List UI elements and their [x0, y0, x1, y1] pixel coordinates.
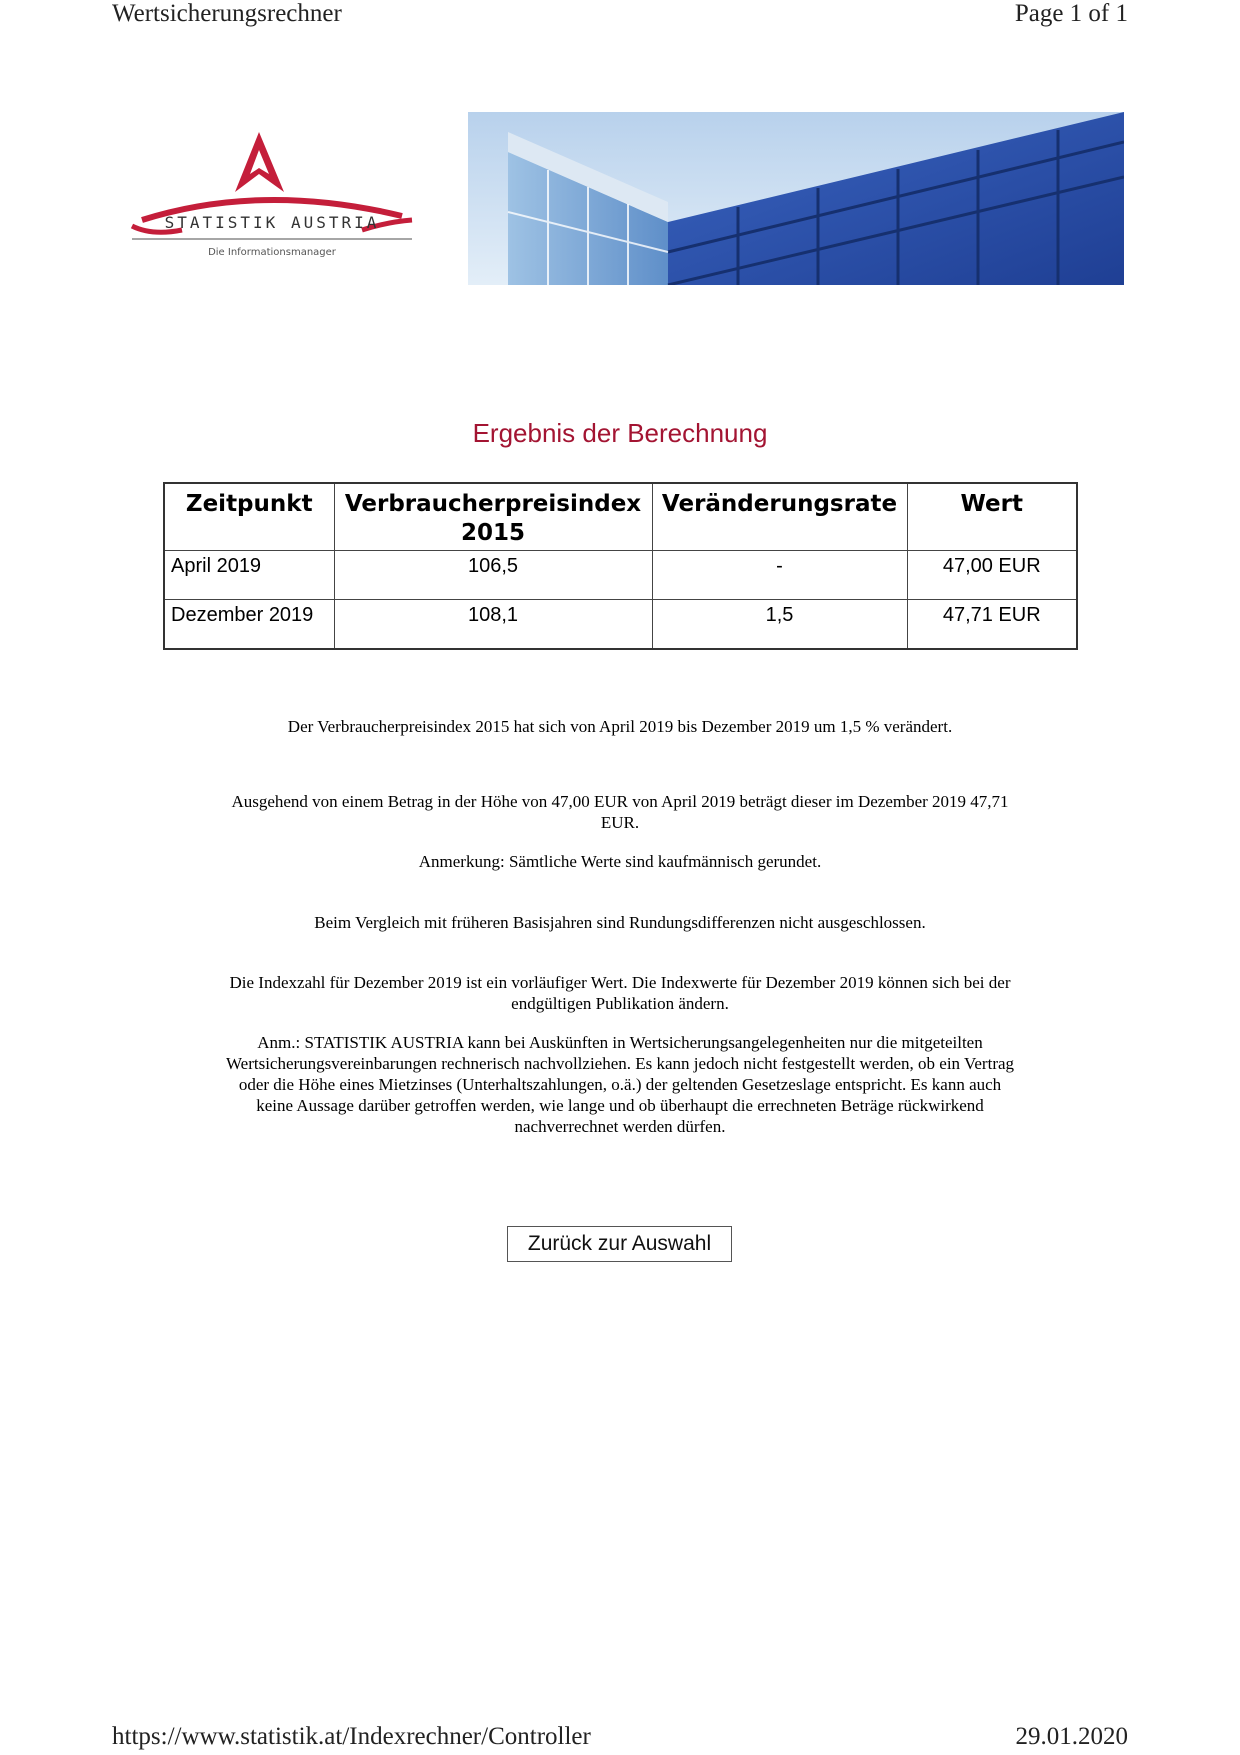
building-image: [468, 112, 1124, 285]
cell-wert: 47,00 EUR: [907, 551, 1077, 600]
print-header: [112, 0, 1128, 28]
logo-tagline: Die Informationsmanager: [208, 247, 336, 258]
disclaimer: Anm.: STATISTIK AUSTRIA kann bei Auskünften in Wertsicherungsangelegenheiten nur die mitgeteilten Wertsicherungsvereinbarungen rechnerisch nachvollziehen. Es kann jedoch nicht festgestellt werden, ob ein Vertrag oder die Höhe eines Mietzinses (Unterhaltszahlungen, o.ä.) der geltenden Gesetzeslage entspricht. Es kann auch keine Aussage darüber getroffen werden, wie lange und ob überhaupt die errechneten Beträge rückwirkend nachverrechnet werden dürfen.: [225, 1033, 1015, 1136]
cell-rate: 1,5: [652, 600, 907, 650]
results-table: [163, 482, 1078, 650]
basis-note: Beim Vergleich mit früheren Basisjahren sind Rundungsdifferenzen nicht ausgeschlossen.: [314, 913, 926, 932]
column-header-zeitpunkt: Zeitpunkt: [164, 483, 334, 551]
table-header-row: [164, 483, 1077, 551]
amount-sentence: Ausgehend von einem Betrag in der Höhe von 47,00 EUR von April 2019 beträgt dieser im Dezember 2019 47,71 EUR.: [231, 792, 1009, 832]
cell-index: 108,1: [334, 600, 652, 650]
column-header-index: Verbraucherpreisindex 2015: [334, 483, 652, 551]
building-photo: [468, 112, 1124, 285]
print-header-title: Wertsicherungsrechner: [112, 0, 342, 27]
logo-wordmark: STATISTIK AUSTRIA: [164, 213, 380, 232]
cell-index: 106,5: [334, 551, 652, 600]
site-banner: [112, 112, 1124, 285]
rounding-note: Anmerkung: Sämtliche Werte sind kaufmännisch gerundet.: [418, 852, 822, 871]
change-sentence: Der Verbraucherpreisindex 2015 hat sich von April 2019 bis Dezember 2019 um 1,5 % verändert.: [287, 717, 953, 736]
cell-zeitpunkt: April 2019: [164, 551, 334, 600]
table-row: [164, 551, 1077, 600]
back-to-selection-button[interactable]: Zurück zur Auswahl: [507, 1226, 732, 1262]
column-header-rate: Veränderungsrate: [652, 483, 907, 551]
column-header-wert: Wert: [907, 483, 1077, 551]
print-footer-url: https://www.statistik.at/Indexrechner/Controller: [112, 1723, 591, 1750]
print-footer: [112, 1723, 1128, 1751]
cell-wert: 47,71 EUR: [907, 600, 1077, 650]
result-notes: [200, 716, 1040, 1137]
table-row: [164, 600, 1077, 650]
cell-rate: -: [652, 551, 907, 600]
statistik-austria-logo[interactable]: [112, 112, 468, 285]
print-page-number: Page 1 of 1: [1014, 0, 1128, 27]
print-footer-date: 29.01.2020: [1015, 1723, 1128, 1750]
result-title: Ergebnis der Berechnung: [472, 418, 768, 448]
cell-zeitpunkt: Dezember 2019: [164, 600, 334, 650]
logo-graphic: [112, 112, 468, 285]
preliminary-note: Die Indexzahl für Dezember 2019 ist ein vorläufiger Wert. Die Indexwerte für Dezember 2019 können sich bei der endgültigen Publikation ändern.: [229, 973, 1011, 1013]
